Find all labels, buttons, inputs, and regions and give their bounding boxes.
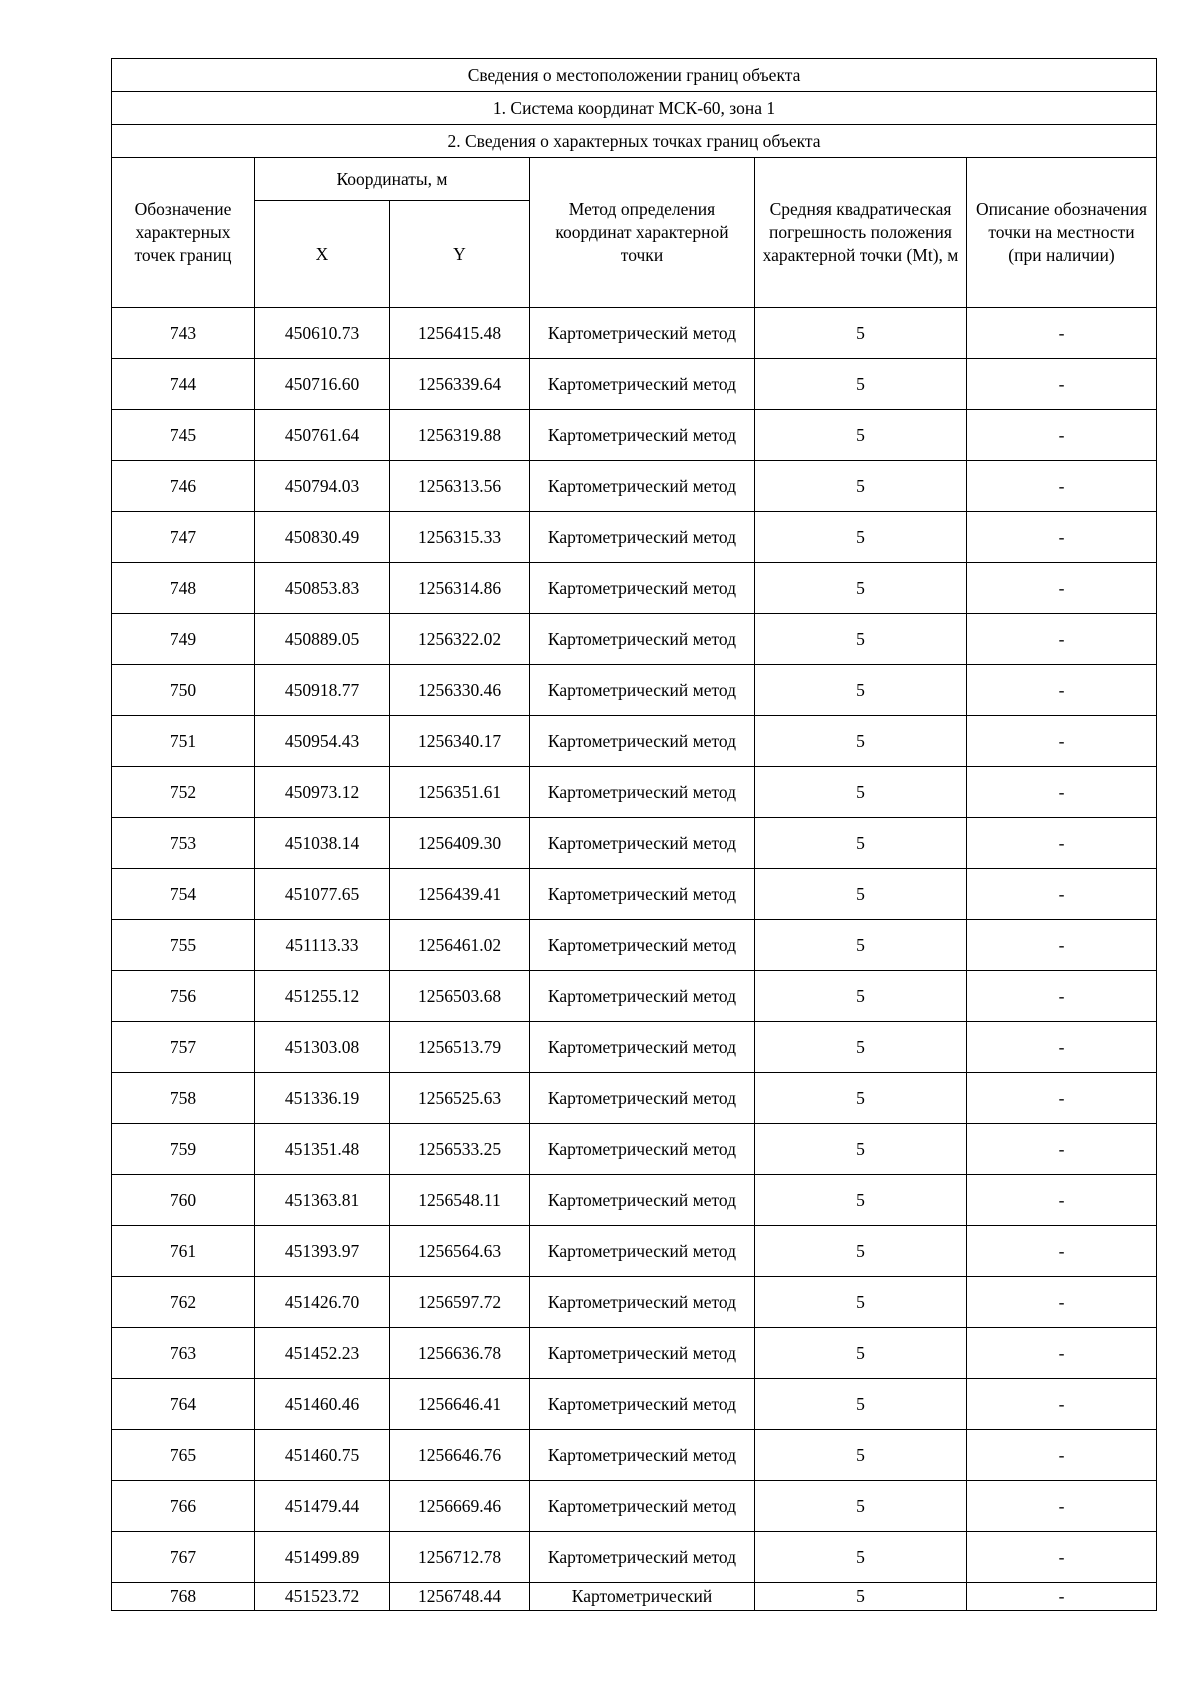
y-cell: 1256712.78	[390, 1532, 530, 1583]
x-cell: 451523.72	[255, 1583, 390, 1611]
error-cell: 5	[755, 1073, 967, 1124]
point-cell: 748	[112, 563, 255, 614]
description-cell: -	[967, 461, 1157, 512]
y-cell: 1256330.46	[390, 665, 530, 716]
method-cell: Картометрический метод	[530, 1328, 755, 1379]
y-cell: 1256503.68	[390, 971, 530, 1022]
x-cell: 451499.89	[255, 1532, 390, 1583]
y-cell: 1256646.41	[390, 1379, 530, 1430]
y-cell: 1256314.86	[390, 563, 530, 614]
error-cell: 5	[755, 461, 967, 512]
description-cell: -	[967, 767, 1157, 818]
method-cell: Картометрический метод	[530, 716, 755, 767]
error-header: Средняя квадратическая погрешность положения характерной точки (Mt), м	[755, 158, 967, 308]
table-row	[112, 461, 1157, 512]
error-cell: 5	[755, 1226, 967, 1277]
method-cell: Картометрический	[530, 1583, 755, 1611]
y-cell: 1256322.02	[390, 614, 530, 665]
error-cell: 5	[755, 1277, 967, 1328]
point-cell: 751	[112, 716, 255, 767]
error-cell: 5	[755, 1175, 967, 1226]
point-cell: 761	[112, 1226, 255, 1277]
table-row	[112, 1226, 1157, 1277]
coordinate-system-row	[112, 92, 1157, 125]
table-row	[112, 1175, 1157, 1226]
error-cell: 5	[755, 869, 967, 920]
y-cell: 1256669.46	[390, 1481, 530, 1532]
point-cell: 757	[112, 1022, 255, 1073]
error-cell: 5	[755, 359, 967, 410]
y-cell: 1256415.48	[390, 308, 530, 359]
description-cell: -	[967, 1583, 1157, 1611]
points-section-row	[112, 125, 1157, 158]
description-cell: -	[967, 1073, 1157, 1124]
table-row	[112, 1481, 1157, 1532]
x-cell: 450830.49	[255, 512, 390, 563]
table-row	[112, 818, 1157, 869]
y-cell: 1256513.79	[390, 1022, 530, 1073]
method-cell: Картометрический метод	[530, 1379, 755, 1430]
y-cell: 1256340.17	[390, 716, 530, 767]
description-cell: -	[967, 971, 1157, 1022]
table-row	[112, 971, 1157, 1022]
x-cell: 450889.05	[255, 614, 390, 665]
x-cell: 451336.19	[255, 1073, 390, 1124]
x-cell: 451460.46	[255, 1379, 390, 1430]
table-row	[112, 1277, 1157, 1328]
method-cell: Картометрический метод	[530, 818, 755, 869]
x-cell: 451351.48	[255, 1124, 390, 1175]
boundary-points-table	[111, 58, 1157, 1611]
table-row	[112, 1328, 1157, 1379]
description-cell: -	[967, 1022, 1157, 1073]
y-cell: 1256339.64	[390, 359, 530, 410]
description-cell: -	[967, 1328, 1157, 1379]
point-cell: 747	[112, 512, 255, 563]
error-cell: 5	[755, 512, 967, 563]
y-cell: 1256533.25	[390, 1124, 530, 1175]
table-row	[112, 1124, 1157, 1175]
y-cell: 1256564.63	[390, 1226, 530, 1277]
method-cell: Картометрический метод	[530, 359, 755, 410]
coordinate-system-title: 1. Система координат МСК-60, зона 1	[112, 92, 1157, 125]
description-cell: -	[967, 818, 1157, 869]
error-cell: 5	[755, 563, 967, 614]
method-cell: Картометрический метод	[530, 1277, 755, 1328]
point-cell: 767	[112, 1532, 255, 1583]
description-cell: -	[967, 563, 1157, 614]
method-cell: Картометрический метод	[530, 1532, 755, 1583]
x-cell: 451303.08	[255, 1022, 390, 1073]
table-row	[112, 512, 1157, 563]
method-header: Метод определения координат характерной точки	[530, 158, 755, 308]
method-cell: Картометрический метод	[530, 1430, 755, 1481]
description-cell: -	[967, 716, 1157, 767]
coords-header: Координаты, м	[255, 158, 530, 201]
error-cell: 5	[755, 767, 967, 818]
table-row	[112, 308, 1157, 359]
method-cell: Картометрический метод	[530, 971, 755, 1022]
y-cell: 1256646.76	[390, 1430, 530, 1481]
y-header: Y	[390, 201, 530, 308]
error-cell: 5	[755, 665, 967, 716]
description-cell: -	[967, 359, 1157, 410]
point-cell: 766	[112, 1481, 255, 1532]
y-cell: 1256461.02	[390, 920, 530, 971]
description-cell: -	[967, 410, 1157, 461]
method-cell: Картометрический метод	[530, 920, 755, 971]
y-cell: 1256748.44	[390, 1583, 530, 1611]
table-row	[112, 1379, 1157, 1430]
point-cell: 753	[112, 818, 255, 869]
point-cell: 744	[112, 359, 255, 410]
description-cell: -	[967, 308, 1157, 359]
method-cell: Картометрический метод	[530, 1481, 755, 1532]
method-cell: Картометрический метод	[530, 1124, 755, 1175]
y-cell: 1256315.33	[390, 512, 530, 563]
x-cell: 451255.12	[255, 971, 390, 1022]
description-cell: -	[967, 1226, 1157, 1277]
error-cell: 5	[755, 1583, 967, 1611]
y-cell: 1256409.30	[390, 818, 530, 869]
table-row	[112, 1583, 1157, 1611]
error-cell: 5	[755, 1328, 967, 1379]
error-cell: 5	[755, 818, 967, 869]
x-header: X	[255, 201, 390, 308]
error-cell: 5	[755, 1430, 967, 1481]
x-cell: 450918.77	[255, 665, 390, 716]
error-cell: 5	[755, 410, 967, 461]
table-row	[112, 1073, 1157, 1124]
error-cell: 5	[755, 920, 967, 971]
method-cell: Картометрический метод	[530, 1175, 755, 1226]
points-section-title: 2. Сведения о характерных точках границ объекта	[112, 125, 1157, 158]
x-cell: 450610.73	[255, 308, 390, 359]
x-cell: 451479.44	[255, 1481, 390, 1532]
x-cell: 450973.12	[255, 767, 390, 818]
x-cell: 451113.33	[255, 920, 390, 971]
table-row	[112, 665, 1157, 716]
point-cell: 749	[112, 614, 255, 665]
table-row	[112, 1532, 1157, 1583]
x-cell: 450954.43	[255, 716, 390, 767]
y-cell: 1256597.72	[390, 1277, 530, 1328]
x-cell: 451460.75	[255, 1430, 390, 1481]
error-cell: 5	[755, 308, 967, 359]
error-cell: 5	[755, 716, 967, 767]
table-row	[112, 920, 1157, 971]
description-cell: -	[967, 1532, 1157, 1583]
error-cell: 5	[755, 1379, 967, 1430]
point-cell: 760	[112, 1175, 255, 1226]
error-cell: 5	[755, 1124, 967, 1175]
point-cell: 763	[112, 1328, 255, 1379]
point-cell: 752	[112, 767, 255, 818]
method-cell: Картометрический метод	[530, 767, 755, 818]
x-cell: 450716.60	[255, 359, 390, 410]
description-cell: -	[967, 512, 1157, 563]
x-cell: 451363.81	[255, 1175, 390, 1226]
y-cell: 1256439.41	[390, 869, 530, 920]
point-cell: 743	[112, 308, 255, 359]
method-cell: Картометрический метод	[530, 869, 755, 920]
error-cell: 5	[755, 614, 967, 665]
error-cell: 5	[755, 971, 967, 1022]
method-cell: Картометрический метод	[530, 614, 755, 665]
y-cell: 1256525.63	[390, 1073, 530, 1124]
description-cell: -	[967, 1430, 1157, 1481]
x-cell: 451426.70	[255, 1277, 390, 1328]
error-cell: 5	[755, 1481, 967, 1532]
point-cell: 768	[112, 1583, 255, 1611]
method-cell: Картометрический метод	[530, 665, 755, 716]
x-cell: 450853.83	[255, 563, 390, 614]
description-cell: -	[967, 665, 1157, 716]
y-cell: 1256636.78	[390, 1328, 530, 1379]
method-cell: Картометрический метод	[530, 461, 755, 512]
method-cell: Картометрический метод	[530, 410, 755, 461]
description-cell: -	[967, 869, 1157, 920]
method-cell: Картометрический метод	[530, 563, 755, 614]
table-row	[112, 359, 1157, 410]
error-cell: 5	[755, 1022, 967, 1073]
method-cell: Картометрический метод	[530, 1226, 755, 1277]
description-cell: -	[967, 1379, 1157, 1430]
y-cell: 1256548.11	[390, 1175, 530, 1226]
header-row-1	[112, 158, 1157, 201]
description-cell: -	[967, 1175, 1157, 1226]
point-cell: 754	[112, 869, 255, 920]
point-cell: 745	[112, 410, 255, 461]
x-cell: 451393.97	[255, 1226, 390, 1277]
description-cell: -	[967, 1124, 1157, 1175]
description-cell: -	[967, 1481, 1157, 1532]
point-cell: 755	[112, 920, 255, 971]
x-cell: 451038.14	[255, 818, 390, 869]
point-header: Обозначение характерных точек границ	[112, 158, 255, 308]
method-cell: Картометрический метод	[530, 1022, 755, 1073]
point-cell: 764	[112, 1379, 255, 1430]
point-cell: 758	[112, 1073, 255, 1124]
method-cell: Картометрический метод	[530, 308, 755, 359]
table-row	[112, 767, 1157, 818]
table-row	[112, 614, 1157, 665]
x-cell: 451077.65	[255, 869, 390, 920]
table-row	[112, 869, 1157, 920]
point-cell: 750	[112, 665, 255, 716]
method-cell: Картометрический метод	[530, 1073, 755, 1124]
title-row	[112, 59, 1157, 92]
table-row	[112, 1430, 1157, 1481]
table-row	[112, 410, 1157, 461]
x-cell: 450761.64	[255, 410, 390, 461]
description-cell: -	[967, 1277, 1157, 1328]
point-cell: 765	[112, 1430, 255, 1481]
point-cell: 759	[112, 1124, 255, 1175]
method-cell: Картометрический метод	[530, 512, 755, 563]
description-cell: -	[967, 614, 1157, 665]
error-cell: 5	[755, 1532, 967, 1583]
point-cell: 756	[112, 971, 255, 1022]
table-title: Сведения о местоположении границ объекта	[112, 59, 1157, 92]
x-cell: 450794.03	[255, 461, 390, 512]
y-cell: 1256351.61	[390, 767, 530, 818]
point-cell: 762	[112, 1277, 255, 1328]
description-header: Описание обозначения точки на местности (при наличии)	[967, 158, 1157, 308]
x-cell: 451452.23	[255, 1328, 390, 1379]
table-row	[112, 1022, 1157, 1073]
y-cell: 1256313.56	[390, 461, 530, 512]
description-cell: -	[967, 920, 1157, 971]
y-cell: 1256319.88	[390, 410, 530, 461]
table-row	[112, 716, 1157, 767]
table-row	[112, 563, 1157, 614]
point-cell: 746	[112, 461, 255, 512]
